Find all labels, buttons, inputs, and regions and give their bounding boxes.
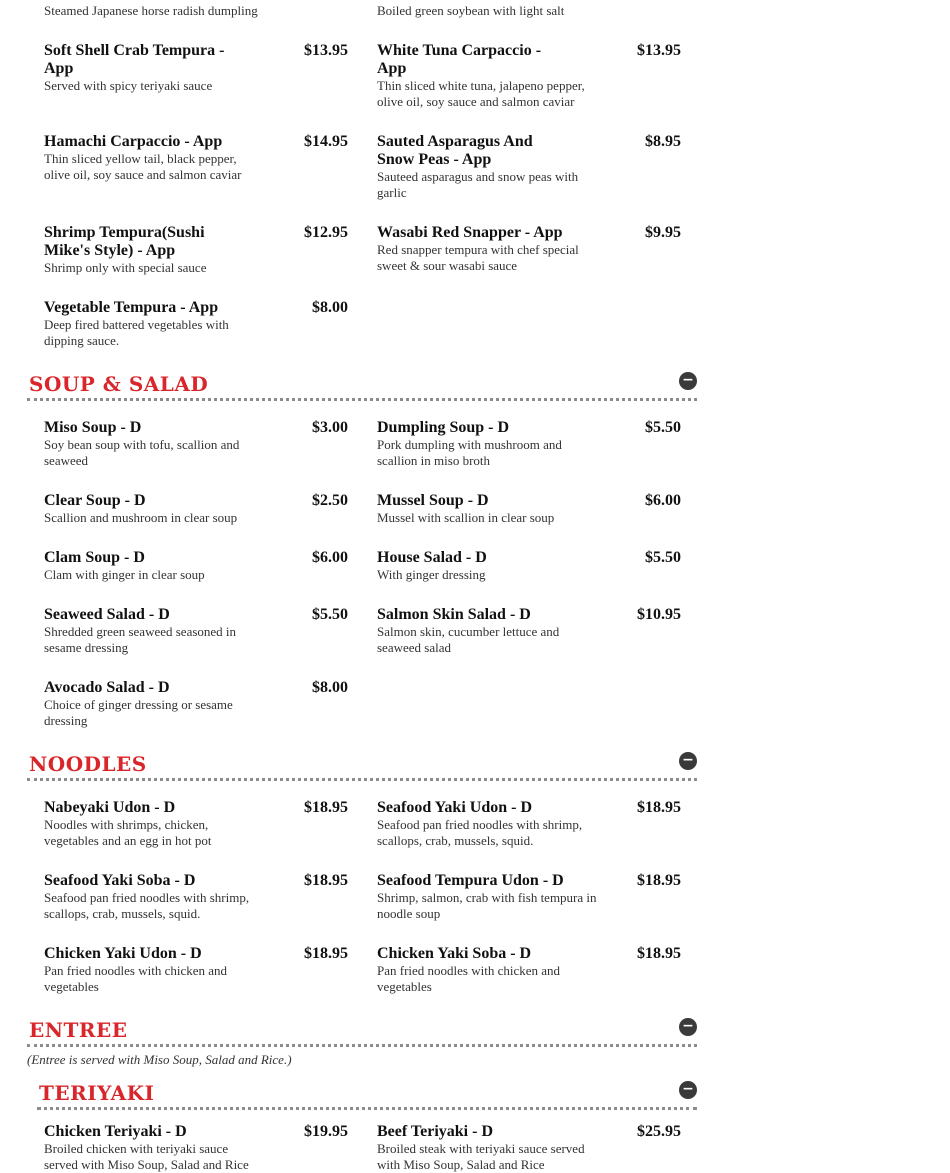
section-divider (27, 398, 697, 401)
item-name: Avocado Salad - D (44, 679, 170, 696)
item-name: Seafood Yaki Udon - D (377, 799, 532, 816)
item-price: $9.95 (645, 224, 681, 241)
item-description: Mussel with scallion in clear soup (377, 510, 555, 525)
item-price: $3.00 (312, 419, 348, 436)
item-name: Beef Teriyaki - D (377, 1123, 493, 1140)
entree-note: (Entree is served with Miso Soup, Salad and Rice.) (27, 1052, 292, 1067)
item-description: With ginger dressing (377, 567, 486, 582)
item-name: Chicken Yaki Soba - D (377, 945, 532, 962)
item-description: Served with spicy teriyaki sauce (44, 78, 213, 93)
item-name: Seafood Yaki Soba - D (44, 872, 196, 889)
collapse-toggle-icon[interactable]: − (679, 372, 697, 390)
item-name: Clear Soup - D (44, 492, 146, 509)
section-title-teriyaki: TERIYAKI (39, 1081, 155, 1105)
item-name: Soft Shell Crab Tempura - App (44, 42, 225, 77)
section-title-noodles: NOODLES (29, 752, 147, 776)
item-name: Wasabi Red Snapper - App (377, 224, 563, 241)
item-price: $8.00 (312, 299, 348, 316)
section-title-soup-salad: SOUP & SALAD (29, 372, 209, 396)
item-price: $2.50 (312, 492, 348, 509)
item-name: Chicken Yaki Udon - D (44, 945, 202, 962)
item-description: Shrimp only with special sauce (44, 260, 207, 275)
section-divider (27, 1044, 697, 1047)
item-price: $18.95 (304, 945, 348, 962)
item-name: House Salad - D (377, 549, 487, 566)
item-name: Clam Soup - D (44, 549, 145, 566)
item-price: $13.95 (637, 42, 681, 59)
item-description: Red snapper tempura with chef special sweet & sour wasabi sauce (377, 242, 579, 273)
item-name: Vegetable Tempura - App (44, 299, 219, 316)
collapse-toggle-icon[interactable]: − (679, 1081, 697, 1099)
item-price: $8.95 (645, 133, 681, 150)
item-name: Sauted Asparagus And Snow Peas - App (377, 133, 533, 168)
item-price: $5.50 (645, 419, 681, 436)
collapse-toggle-icon[interactable]: − (679, 752, 697, 770)
item-price: $6.00 (312, 549, 348, 566)
item-description: Thin sliced white tuna, jalapeno pepper, olive oil, soy sauce and salmon caviar (377, 78, 585, 109)
item-name: Nabeyaki Udon - D (44, 799, 176, 816)
item-name: Seafood Tempura Udon - D (377, 872, 564, 889)
item-price: $12.95 (304, 224, 348, 241)
item-name: Shrimp Tempura(Sushi Mike's Style) - App (44, 224, 205, 259)
item-price: $13.95 (304, 42, 348, 59)
item-description: Seafood pan fried noodles with shrimp, scallops, crab, mussels, squid. (44, 890, 250, 921)
item-description: Shredded green seaweed seasoned in sesame dressing (44, 624, 237, 655)
item-price: $6.00 (645, 492, 681, 509)
item-price: $25.95 (637, 1123, 681, 1140)
item-description: Soy bean soup with tofu, scallion and seaweed (44, 437, 240, 468)
item-description: Pan fried noodles with chicken and vegetables (44, 963, 228, 994)
item-name: Chicken Teriyaki - D (44, 1123, 187, 1140)
item-name: Miso Soup - D (44, 419, 142, 436)
item-name: Hamachi Carpaccio - App (44, 133, 223, 150)
item-description: Broiled steak with teriyaki sauce served with Miso Soup, Salad and Rice (377, 1141, 585, 1172)
item-name: Mussel Soup - D (377, 492, 489, 509)
section-divider (37, 1107, 697, 1110)
item-description: Shrimp, salmon, crab with fish tempura in noodle soup (377, 890, 597, 921)
item-name: Salmon Skin Salad - D (377, 606, 531, 623)
item-description: Broiled chicken with teriyaki sauce served with Miso Soup, Salad and Rice (44, 1141, 249, 1172)
item-price: $18.95 (304, 799, 348, 816)
item-description: Seafood pan fried noodles with shrimp, scallops, crab, mussels, squid. (377, 817, 583, 848)
section-divider (27, 778, 697, 781)
item-name: Seaweed Salad - D (44, 606, 170, 623)
item-price: $5.50 (645, 549, 681, 566)
item-price: $18.95 (637, 872, 681, 889)
collapse-toggle-icon[interactable]: − (679, 1018, 697, 1036)
item-description: Sauteed asparagus and snow peas with garlic (377, 169, 579, 200)
item-price: $10.95 (637, 606, 681, 623)
section-title-entree: ENTREE (29, 1018, 128, 1042)
item-description: Boiled green soybean with light salt (377, 3, 565, 18)
item-description: Thin sliced yellow tail, black pepper, olive oil, soy sauce and salmon caviar (44, 151, 242, 182)
item-description: Clam with ginger in clear soup (44, 567, 205, 582)
item-description: Pork dumpling with mushroom and scallion in miso broth (377, 437, 562, 468)
item-price: $19.95 (304, 1123, 348, 1140)
item-description: Salmon skin, cucumber lettuce and seaweed salad (377, 624, 560, 655)
item-name: Dumpling Soup - D (377, 419, 510, 436)
item-description: Pan fried noodles with chicken and vegetables (377, 963, 561, 994)
item-description: Noodles with shrimps, chicken, vegetables and an egg in hot pot (44, 817, 212, 848)
item-description: Steamed Japanese horse radish dumpling (44, 3, 258, 18)
item-description: Choice of ginger dressing or sesame dressing (44, 697, 233, 728)
item-description: Scallion and mushroom in clear soup (44, 510, 238, 525)
item-price: $18.95 (304, 872, 348, 889)
item-price: $5.50 (312, 606, 348, 623)
item-price: $18.95 (637, 799, 681, 816)
item-price: $14.95 (304, 133, 348, 150)
item-price: $18.95 (637, 945, 681, 962)
item-description: Deep fired battered vegetables with dipping sauce. (44, 317, 229, 348)
item-name: White Tuna Carpaccio - App (377, 42, 542, 77)
item-price: $8.00 (312, 679, 348, 696)
